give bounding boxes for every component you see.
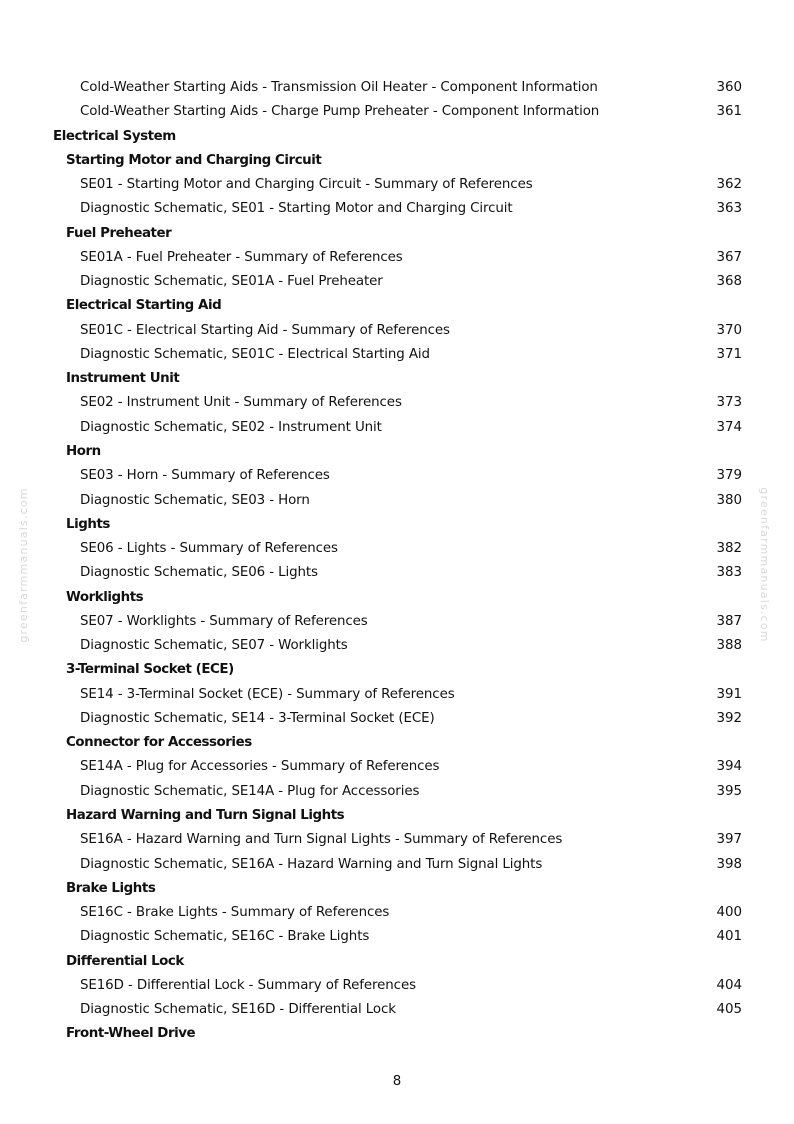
toc-entry[interactable] [0,998,794,1022]
toc-entry-title: Diagnostic Schematic, SE16D - Differential Lock [80,1002,396,1018]
toc-entry-title: Diagnostic Schematic, SE01A - Fuel Preheater [80,274,383,290]
toc-entry-title: SE14A - Plug for Accessories - Summary of References [80,759,440,775]
page-number: 8 [392,1074,402,1089]
toc-section-heading [0,950,794,974]
toc-entry-title: Worklights [66,589,144,605]
toc-entry-title: Diagnostic Schematic, SE14 - 3-Terminal Socket (ECE) [80,710,435,726]
toc-entry-page-number: 388 [716,638,742,654]
toc-entry[interactable] [0,416,794,440]
toc-entry-title: Diagnostic Schematic, SE01C - Electrical Starting Aid [80,346,430,362]
toc-entry-page-number: 405 [716,1002,742,1018]
toc-section-heading [0,804,794,828]
toc-section-heading [0,125,794,149]
watermark-left: greenfarmmanuals.com [17,487,30,643]
watermark-right: greenfarmmanuals.com [758,487,771,643]
toc-section-heading [0,658,794,682]
toc-entry[interactable] [0,974,794,998]
toc-entry-title: SE02 - Instrument Unit - Summary of References [80,395,402,411]
toc-entry-page-number: 360 [716,80,742,95]
toc-entry[interactable] [0,561,794,585]
toc-entry-page-number: 398 [716,856,742,872]
toc-section-heading [0,1022,794,1046]
toc-entry-title: Cold-Weather Starting Aids - Transmission Oil Heater - Component Information [80,80,598,95]
toc-entry-title: SE16A - Hazard Warning and Turn Signal Lights - Summary of References [80,832,563,848]
toc-entry-page-number: 395 [716,783,742,799]
toc-entry-title: Diagnostic Schematic, SE14A - Plug for Accessories [80,783,420,799]
toc-entry-title: Electrical System [53,128,176,144]
toc-entry-title: Lights [66,516,110,532]
toc-entry[interactable] [0,828,794,852]
toc-entry[interactable] [0,901,794,925]
toc-entry[interactable] [0,197,794,221]
toc-entry-page-number: 380 [716,492,742,508]
toc-entry[interactable] [0,246,794,270]
toc-entry-page-number: 368 [716,274,742,290]
toc-entry-page-number: 383 [716,565,742,581]
toc-entry-title: SE01C - Electrical Starting Aid - Summary of References [80,322,450,338]
toc-entry[interactable] [0,755,794,779]
toc-entry-page-number: 382 [716,541,742,557]
toc-entry-title: SE03 - Horn - Summary of References [80,468,330,484]
toc-entry-title: Front-Wheel Drive [66,1026,196,1042]
toc-entry-title: Diagnostic Schematic, SE02 - Instrument Unit [80,419,382,435]
toc-entry-page-number: 404 [716,977,742,993]
toc-entry-page-number: 392 [716,710,742,726]
toc-entry[interactable] [0,925,794,949]
toc-entry-title: SE16D - Differential Lock - Summary of References [80,977,416,993]
toc-entry-title: Diagnostic Schematic, SE06 - Lights [80,565,318,581]
toc-entry-title: Connector for Accessories [66,735,252,751]
toc-entry-title: SE01A - Fuel Preheater - Summary of References [80,249,403,265]
toc-entry[interactable] [0,319,794,343]
toc-entry-title: Hazard Warning and Turn Signal Lights [66,807,345,823]
toc-entry-title: Differential Lock [66,953,184,969]
toc-entry[interactable] [0,76,794,100]
toc-section-heading [0,222,794,246]
toc-entry[interactable] [0,464,794,488]
toc-section-heading [0,586,794,610]
toc-entry-title: Brake Lights [66,880,156,896]
toc-entry-title: Diagnostic Schematic, SE03 - Horn [80,492,310,508]
toc-entry-page-number: 363 [716,201,742,217]
toc-entry-page-number: 367 [716,249,742,265]
toc-entry-page-number: 362 [716,177,742,193]
toc-entry[interactable] [0,100,794,124]
toc-entry-page-number: 391 [716,686,742,702]
toc-entry[interactable] [0,683,794,707]
toc-entry-page-number: 387 [716,613,742,629]
toc-entry[interactable] [0,489,794,513]
toc-entry-title: Diagnostic Schematic, SE16A - Hazard Warning and Turn Signal Lights [80,856,543,872]
toc-entry-page-number: 379 [716,468,742,484]
toc-entry[interactable] [0,780,794,804]
toc-entry-page-number: 371 [716,346,742,362]
table-of-contents [0,76,794,1047]
toc-section-heading [0,294,794,318]
toc-entry-title: Diagnostic Schematic, SE07 - Worklights [80,638,348,654]
toc-entry-title: Starting Motor and Charging Circuit [66,152,322,168]
toc-entry[interactable] [0,270,794,294]
toc-entry-page-number: 397 [716,832,742,848]
toc-entry-title: Diagnostic Schematic, SE01 - Starting Motor and Charging Circuit [80,201,513,217]
toc-section-heading [0,440,794,464]
toc-entry-title: SE07 - Worklights - Summary of References [80,613,368,629]
toc-entry[interactable] [0,537,794,561]
toc-entry-page-number: 374 [716,419,742,435]
toc-entry[interactable] [0,610,794,634]
toc-section-heading [0,877,794,901]
toc-entry-title: Electrical Starting Aid [66,298,222,314]
toc-entry-title: Cold-Weather Starting Aids - Charge Pump Preheater - Component Information [80,104,600,120]
toc-entry-page-number: 400 [716,905,742,921]
toc-entry-page-number: 394 [716,759,742,775]
toc-entry-page-number: 361 [716,104,742,120]
toc-entry[interactable] [0,173,794,197]
toc-entry-title: Fuel Preheater [66,225,172,241]
toc-section-heading [0,513,794,537]
toc-entry-page-number: 370 [716,322,742,338]
toc-entry-page-number: 401 [716,929,742,945]
toc-entry-page-number: 373 [716,395,742,411]
toc-entry-title: SE06 - Lights - Summary of References [80,541,338,557]
toc-entry[interactable] [0,343,794,367]
toc-section-heading [0,367,794,391]
toc-entry-title: SE14 - 3-Terminal Socket (ECE) - Summary of References [80,686,455,702]
toc-entry[interactable] [0,853,794,877]
toc-entry[interactable] [0,391,794,415]
toc-section-heading [0,731,794,755]
toc-entry-title: SE16C - Brake Lights - Summary of References [80,905,390,921]
toc-entry[interactable] [0,634,794,658]
toc-entry[interactable] [0,707,794,731]
toc-entry-title: Diagnostic Schematic, SE16C - Brake Lights [80,929,370,945]
toc-entry-title: 3-Terminal Socket (ECE) [66,662,234,678]
toc-entry-title: Instrument Unit [66,371,180,387]
toc-entry-title: Horn [66,443,101,459]
toc-entry-title: SE01 - Starting Motor and Charging Circuit - Summary of References [80,177,533,193]
toc-section-heading [0,149,794,173]
